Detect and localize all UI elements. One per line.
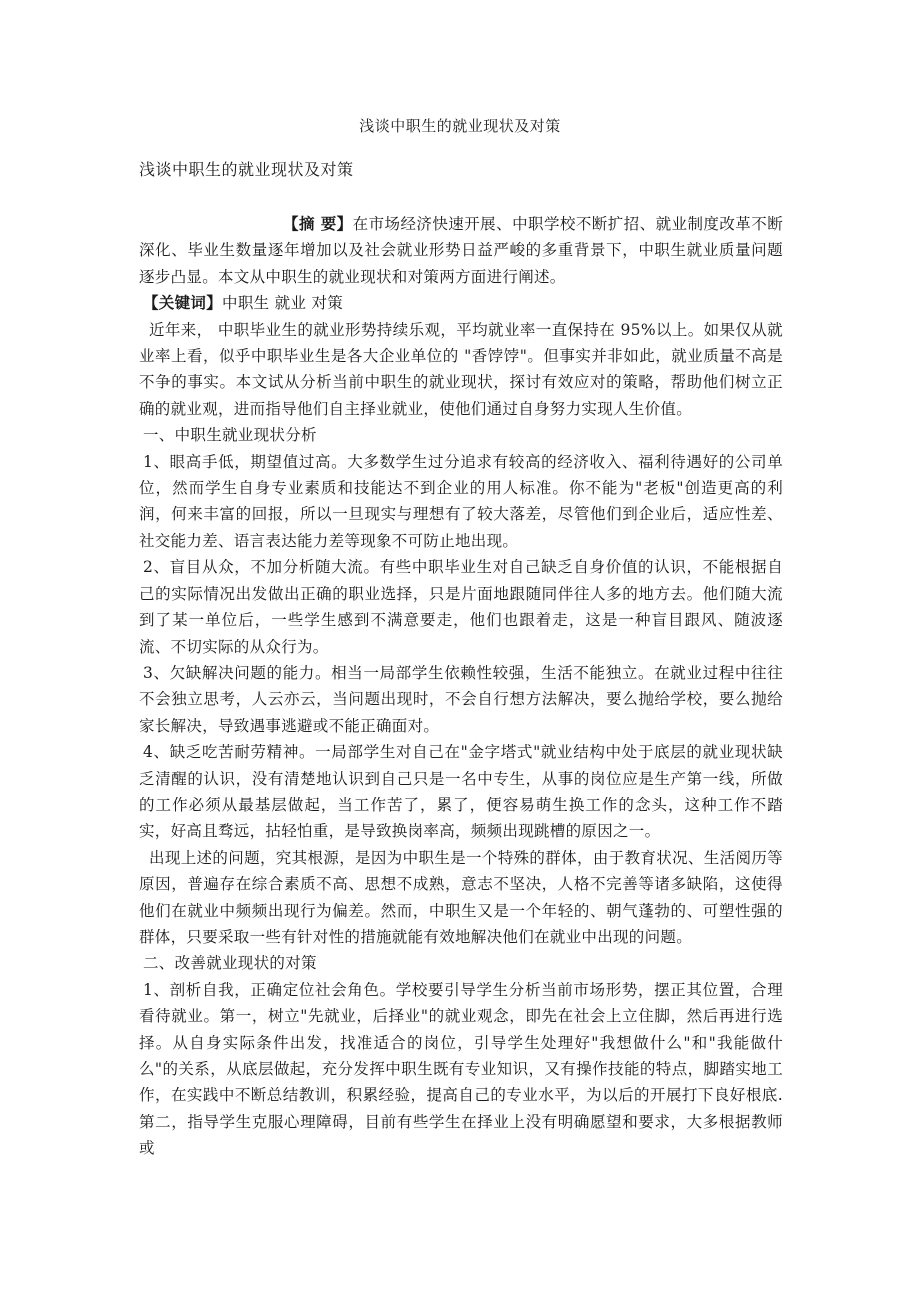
document-header: 浅谈中职生的就业现状及对策 (359, 117, 561, 135)
document-body (139, 211, 783, 1162)
abstract-paragraph (139, 211, 783, 290)
section-1-heading: 一、中职生就业现状分析 (143, 426, 317, 445)
section-1-item-3: 3、欠缺解决问题的能力。相当一局部学生依赖性较强，生活不能独立。在就业过程中往往不会独立思考，人云亦云，当问题出现时，不会自行想方法解决，要么抛给学校，要么抛给家长解决，导致遇事逃避或不能正确面对。 (139, 663, 783, 735)
keywords-text: 中职生 就业 对策 (222, 294, 344, 313)
abstract-label: 【摘 要】 (283, 214, 353, 233)
keywords-label: 【关键词】 (143, 293, 223, 313)
section-1-item-4: 4、缺乏吃苦耐劳精神。一局部学生对自己在"金字塔式"就业结构中处于底层的就业现状缺乏清醒的认识，没有清楚地认识到自己只是一名中专生，从事的岗位应是生产第一线，所做的工作必须从最基层做起，当工作苦了，累了，便容易萌生换工作的念头，这种工作不踏实，好高且骛远，拈轻怕重，是导致换岗率高，频频出现跳槽的原因之一。 (139, 743, 783, 841)
section-1-item-2: 2、盲目从众，不加分析随大流。有些中职毕业生对自己缺乏自身价值的认识，不能根据自己的实际情况出发做出正确的职业选择，只是片面地跟随同伴往人多的地方去。他们随大流到了某一单位后，一些学生感到不满意要走，他们也跟着走，这是一种盲目跟风、随波逐流、不切实际的从众行为。 (139, 558, 783, 656)
document-title: 浅谈中职生的就业现状及对策 (139, 160, 354, 179)
intro-paragraph: 近年来， 中职毕业生的就业形势持续乐观，平均就业率一直保持在 95%以上。如果仅从就业率上看，似乎中职毕业生是各大企业单位的 "香饽饽"。但事实并非如此，就业质量不高是不争的事实。本文试从分析当前中职生的就业现状，探讨有效应对的策略，帮助他们树立正确的就业观，进而指导他们自主择业就业，使他们通过自身努力实现人生价值。 (139, 320, 783, 418)
keywords-line (139, 290, 783, 316)
section-1-item-1: 1、眼高手低，期望值过高。大多数学生过分追求有较高的经济收入、福利待遇好的公司单位，然而学生自身专业素质和技能达不到企业的用人标准。你不能为"老板"创造更高的利润，何来丰富的回报，所以一旦现实与理想有了较大落差，尽管他们到企业后，适应性差、社交能力差、语言表达能力差等现象不可防止地出现。 (139, 452, 783, 550)
section-2-item-1: 1、剖析自我，正确定位社会角色。学校要引导学生分析当前市场形势，摆正其位置，合理看待就业。第一，树立"先就业，后择业"的就业观念，即先在社会上立住脚，然后再进行选择。从自身实际条件出发，找准适合的岗位，引导学生处理好"我想做什么"和"我能做什么"的关系，从底层做起，充分发挥中职生既有专业知识，又有操作技能的特点，脚踏实地工作，在实践中不断总结教训，积累经验，提高自己的专业水平，为以后的开展打下良好根底. 第二，指导学生克服心理障碍，目前有些学生在择业上没有明确愿望和要求，大多根据教师或 (139, 980, 783, 1158)
abstract-text: 在市场经济快速开展、中职学校不断扩招、就业制度改革不断深化、毕业生数量逐年增加以及社会就业形势日益严峻的多重背景下，中职生就业质量问题逐步凸显。本文从中职生的就业现状和对策两方面进行阐述。 (139, 215, 783, 286)
section-2-heading: 二、改善就业现状的对策 (143, 954, 317, 973)
section-1-summary: 出现上述的问题，究其根源，是因为中职生是一个特殊的群体，由于教育状况、生活阅历等原因，普遍存在综合素质不高、思想不成熟，意志不坚决，人格不完善等诸多缺陷，这使得他们在就业中频频出现行为偏差。然而，中职生又是一个年轻的、朝气蓬勃的、可塑性强的群体，只要采取一些有针对性的措施就能有效地解决他们在就业中出现的问题。 (139, 848, 783, 946)
